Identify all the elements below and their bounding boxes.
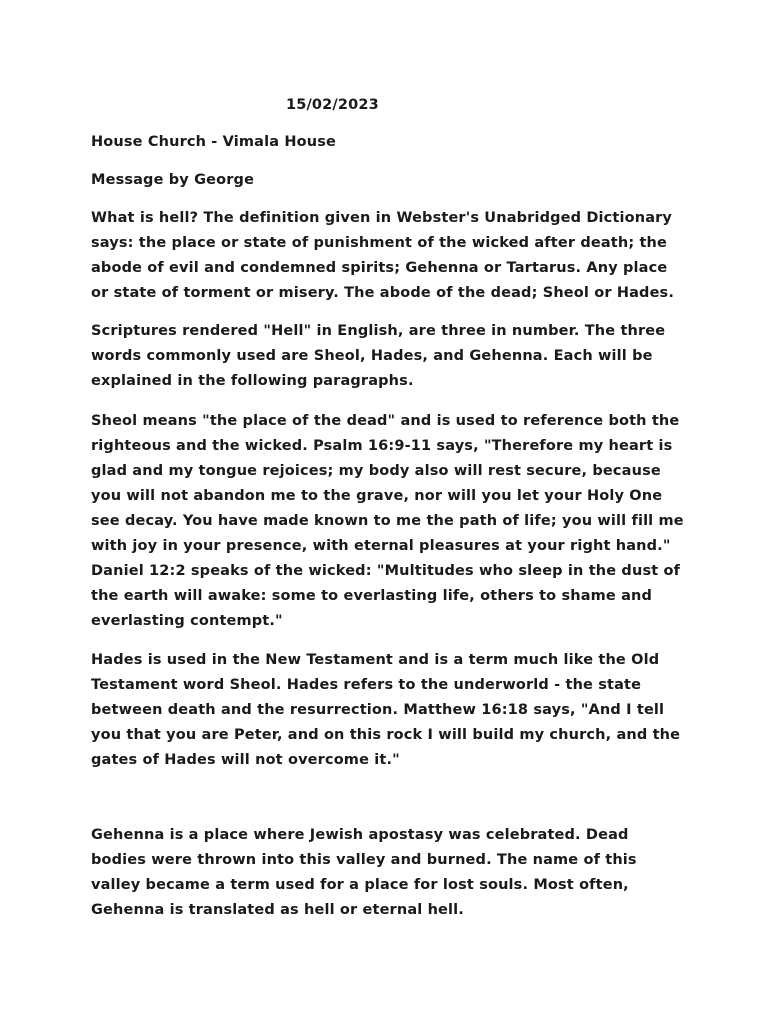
document-date: 15/02/2023 (286, 97, 379, 113)
paragraph-line: Daniel 12:2 speaks of the wicked: "Multitudes who sleep in the dust of (91, 563, 681, 579)
paragraph-line: Gehenna is translated as hell or eternal hell. (91, 902, 464, 918)
paragraph-sheol (91, 409, 731, 634)
header-church-name: House Church - Vimala House (91, 134, 336, 150)
paragraph-line: valley became a term used for a place for lost souls. Most often, (91, 877, 629, 893)
paragraph-line: righteous and the wicked. Psalm 16:9-11 says, "Therefore my heart is (91, 438, 673, 454)
paragraph-line: or state of torment or misery. The abode of the dead; Sheol or Hades. (91, 285, 674, 301)
paragraph-line: gates of Hades will not overcome it." (91, 752, 400, 768)
paragraph-line: Hades is used in the New Testament and is a term much like the Old (91, 652, 660, 668)
paragraph-line: the earth will awake: some to everlasting life, others to shame and (91, 588, 653, 604)
paragraph-line: Sheol means "the place of the dead" and is used to reference both the (91, 413, 680, 429)
paragraph-line: Testament word Sheol. Hades refers to the underworld - the state (91, 677, 642, 693)
paragraph-line: says: the place or state of punishment of the wicked after death; the (91, 235, 668, 251)
paragraph-hell-definition (91, 206, 731, 306)
paragraph-line: explained in the following paragraphs. (91, 373, 414, 389)
paragraph-line: Gehenna is a place where Jewish apostasy was celebrated. Dead (91, 827, 629, 843)
paragraph-scriptures (91, 319, 731, 394)
paragraph-line: words commonly used are Sheol, Hades, and Gehenna. Each will be (91, 348, 653, 364)
paragraph-line: see decay. You have made known to me the path of life; you will fill me (91, 513, 684, 529)
paragraph-line: with joy in your presence, with eternal pleasures at your right hand." (91, 538, 671, 554)
paragraph-hades (91, 648, 731, 773)
paragraph-line: bodies were thrown into this valley and burned. The name of this (91, 852, 637, 868)
paragraph-line: you that you are Peter, and on this rock I will build my church, and the (91, 727, 681, 743)
paragraph-line: abode of evil and condemned spirits; Gehenna or Tartarus. Any place (91, 260, 668, 276)
header-message-author: Message by George (91, 172, 255, 188)
paragraph-line: Scriptures rendered "Hell" in English, are three in number. The three (91, 323, 666, 339)
paragraph-gehenna (91, 823, 731, 923)
paragraph-line: everlasting contempt." (91, 613, 283, 629)
paragraph-line: you will not abandon me to the grave, nor will you let your Holy One (91, 488, 663, 504)
paragraph-line: between death and the resurrection. Matthew 16:18 says, "And I tell (91, 702, 665, 718)
paragraph-line: glad and my tongue rejoices; my body also will rest secure, because (91, 463, 661, 479)
paragraph-line: What is hell? The definition given in Webster's Unabridged Dictionary (91, 210, 673, 226)
